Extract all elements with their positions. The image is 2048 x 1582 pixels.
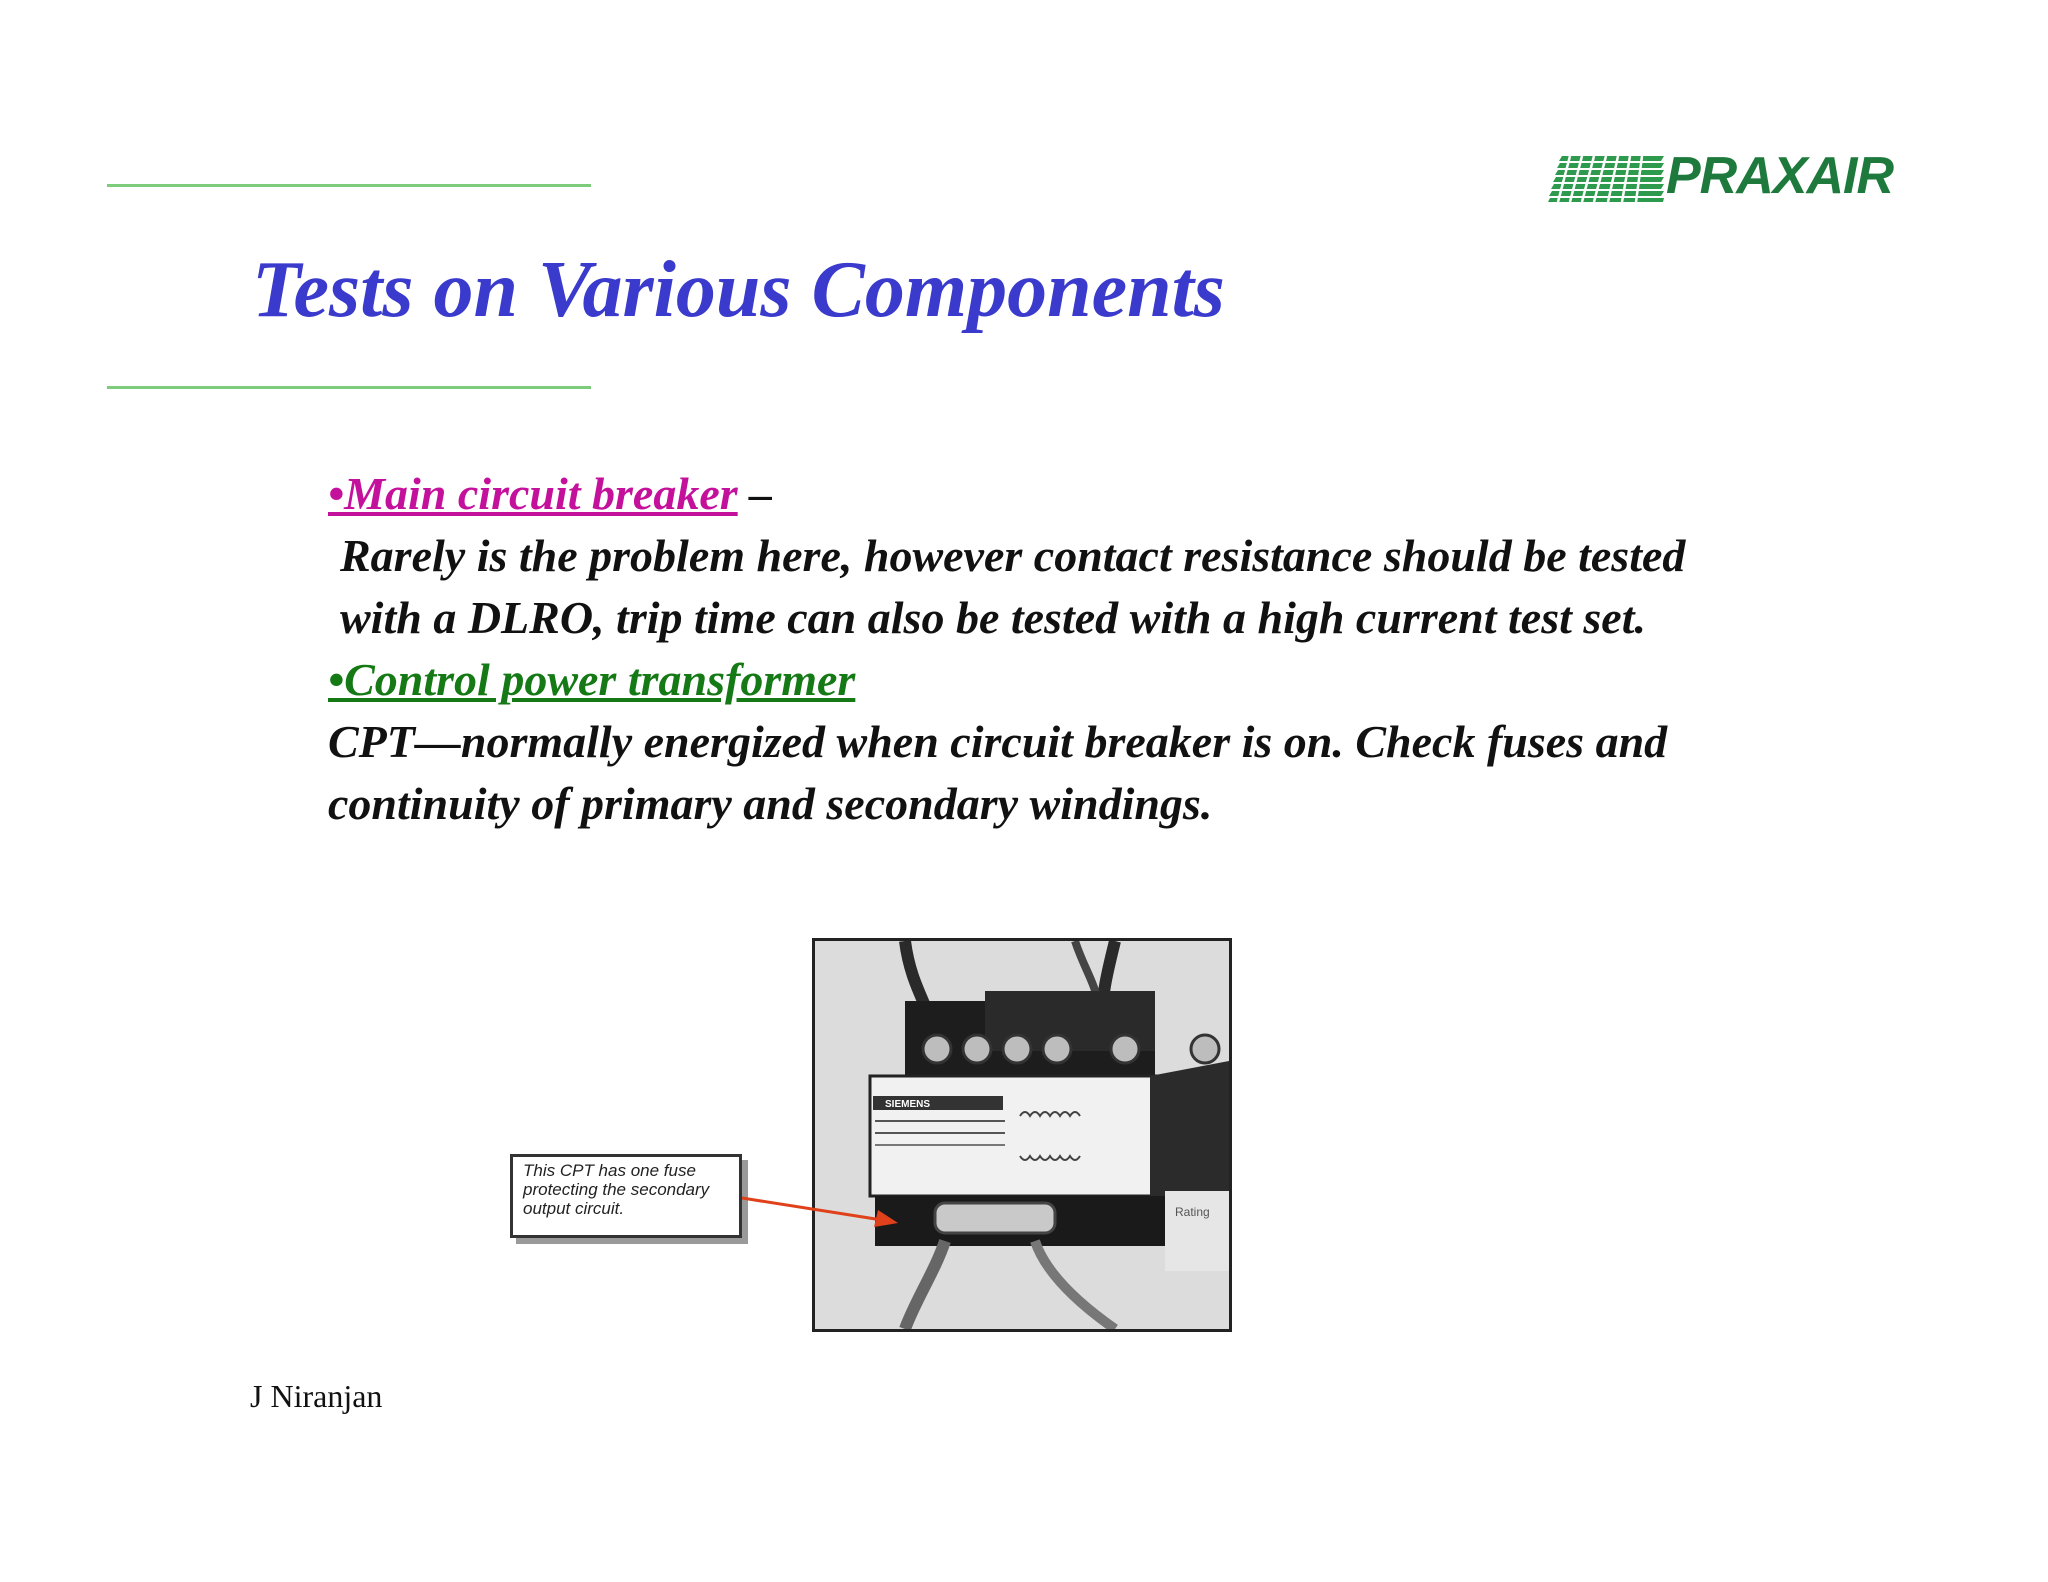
svg-text:Rating: Rating (1175, 1205, 1210, 1219)
photo-callout: This CPT has one fuse protecting the secondary output circuit. (510, 1154, 742, 1238)
slide-title: Tests on Various Components (252, 246, 1225, 334)
praxair-logo-text: PRAXAIR (1666, 147, 1894, 205)
slide-content (328, 463, 1708, 835)
title-rule-bottom (107, 386, 591, 389)
callout-arrow-icon (742, 1190, 902, 1230)
bullet-heading-control-power-transformer: •Control power transformer (328, 654, 856, 705)
transformer-illustration (815, 941, 1229, 1329)
praxair-logo-mark-icon (1548, 156, 1664, 202)
title-rule-top (107, 184, 591, 187)
cpt-photo (812, 938, 1232, 1332)
bullet-body-main-circuit-breaker: Rarely is the problem here, however contact resistance should be tested with a DLRO, trip time can also be tested with a high current test set. (340, 530, 1686, 643)
footer-author: J Niranjan (250, 1378, 383, 1414)
svg-text:SIEMENS: SIEMENS (885, 1099, 931, 1110)
bullet-heading-main-circuit-breaker: •Main circuit breaker – (328, 468, 773, 519)
bullet-body-control-power-transformer: CPT—normally energized when circuit breaker is on. Check fuses and continuity of primary and secondary windings. (328, 716, 1668, 829)
praxair-logo (1548, 147, 1894, 206)
